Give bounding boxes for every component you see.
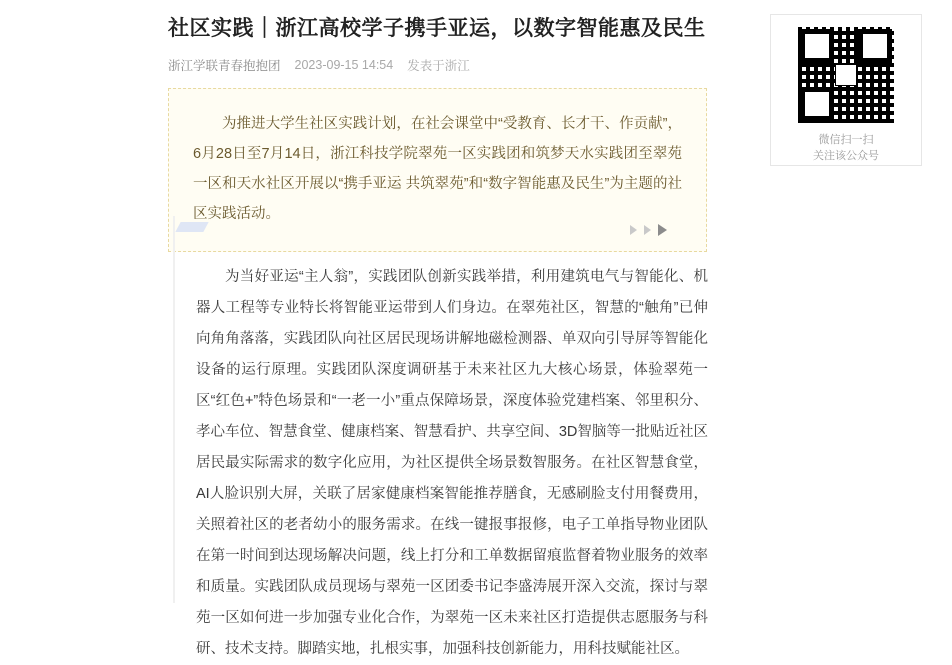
author-name[interactable]: 浙江学联青春抱抱团 (168, 59, 281, 73)
publish-date: 2023-09-15 14:54 (294, 58, 394, 72)
article-meta (168, 56, 708, 74)
article-header (168, 14, 708, 74)
article-body-text: 为当好亚运“主人翁”，实践团队创新实践举措，利用建筑电气与智能化、机器人工程等专业特长将智能亚运带到人们身边。在翠苑社区，智慧的“触角”已伸向角角落落，实践团队向社区居民现场讲解地磁检测器、单双向引导屏等智能化设备的运行原理。实践团队深度调研基于未来社区九大核心场景，体验翠苑一区“红色+”特色场景和“一老一小”重点保障场景，深度体验党建档案、邻里积分、孝心车位、智慧食堂、健康档案、智慧看护、共享空间、3D智脑等一批贴近社区居民最实际需求的数字化应用，为社区提供全场景数智服务。在社区智慧食堂，AI人脸识别大屏，关联了居家健康档案智能推荐膳食，无感刷脸支付用餐费用，关照着社区的老者幼小的服务需求。在线一键报事报修，电子工单指导物业团队在第一时间到达现场解决问题，线上打分和工单数据留痕监督着物业服务的效率和质量。实践团队成员现场与翠苑一区团委书记李盛涛展开深入交流，探讨与翠苑一区如何进一步加强专业化合作，为翠苑一区未来社区打造提供志愿服务与科研、技术支持。脚踏实地，扎根实事，加强科技创新能力，用科技赋能社区。 (196, 269, 708, 657)
body-left-rule (173, 216, 175, 603)
qr-center-icon (835, 64, 857, 86)
page-title: 社区实践｜浙江高校学子携手亚运，以数字智能惠及民生 (168, 17, 706, 40)
qr-corner-icon (800, 87, 834, 121)
publish-location: 发表于浙江 (407, 59, 470, 73)
triangle-right-icon (658, 224, 667, 236)
wechat-qr-card (770, 14, 922, 166)
qr-caption-line2: 关注该公众号 (813, 150, 879, 162)
triangle-right-icon (644, 225, 651, 235)
quote-mark-icon (175, 222, 208, 232)
article-summary-box (168, 88, 707, 252)
qr-code-icon (798, 27, 894, 123)
article-summary-text: 为推进大学生社区实践计划，在社会课堂中“受教育、长才干、作贡献”，6月28日至7月14日，浙江科技学院翠苑一区实践团和筑梦天水实践团至翠苑一区和天水社区开展以“携手亚运 共筑翠苑”和“数字智能惠及民生”为主题的社区实践活动。 (193, 116, 682, 222)
triangle-right-icon (630, 225, 637, 235)
decorative-arrows (630, 224, 667, 236)
qr-caption (813, 132, 879, 164)
qr-caption-line1: 微信扫一扫 (818, 134, 874, 146)
